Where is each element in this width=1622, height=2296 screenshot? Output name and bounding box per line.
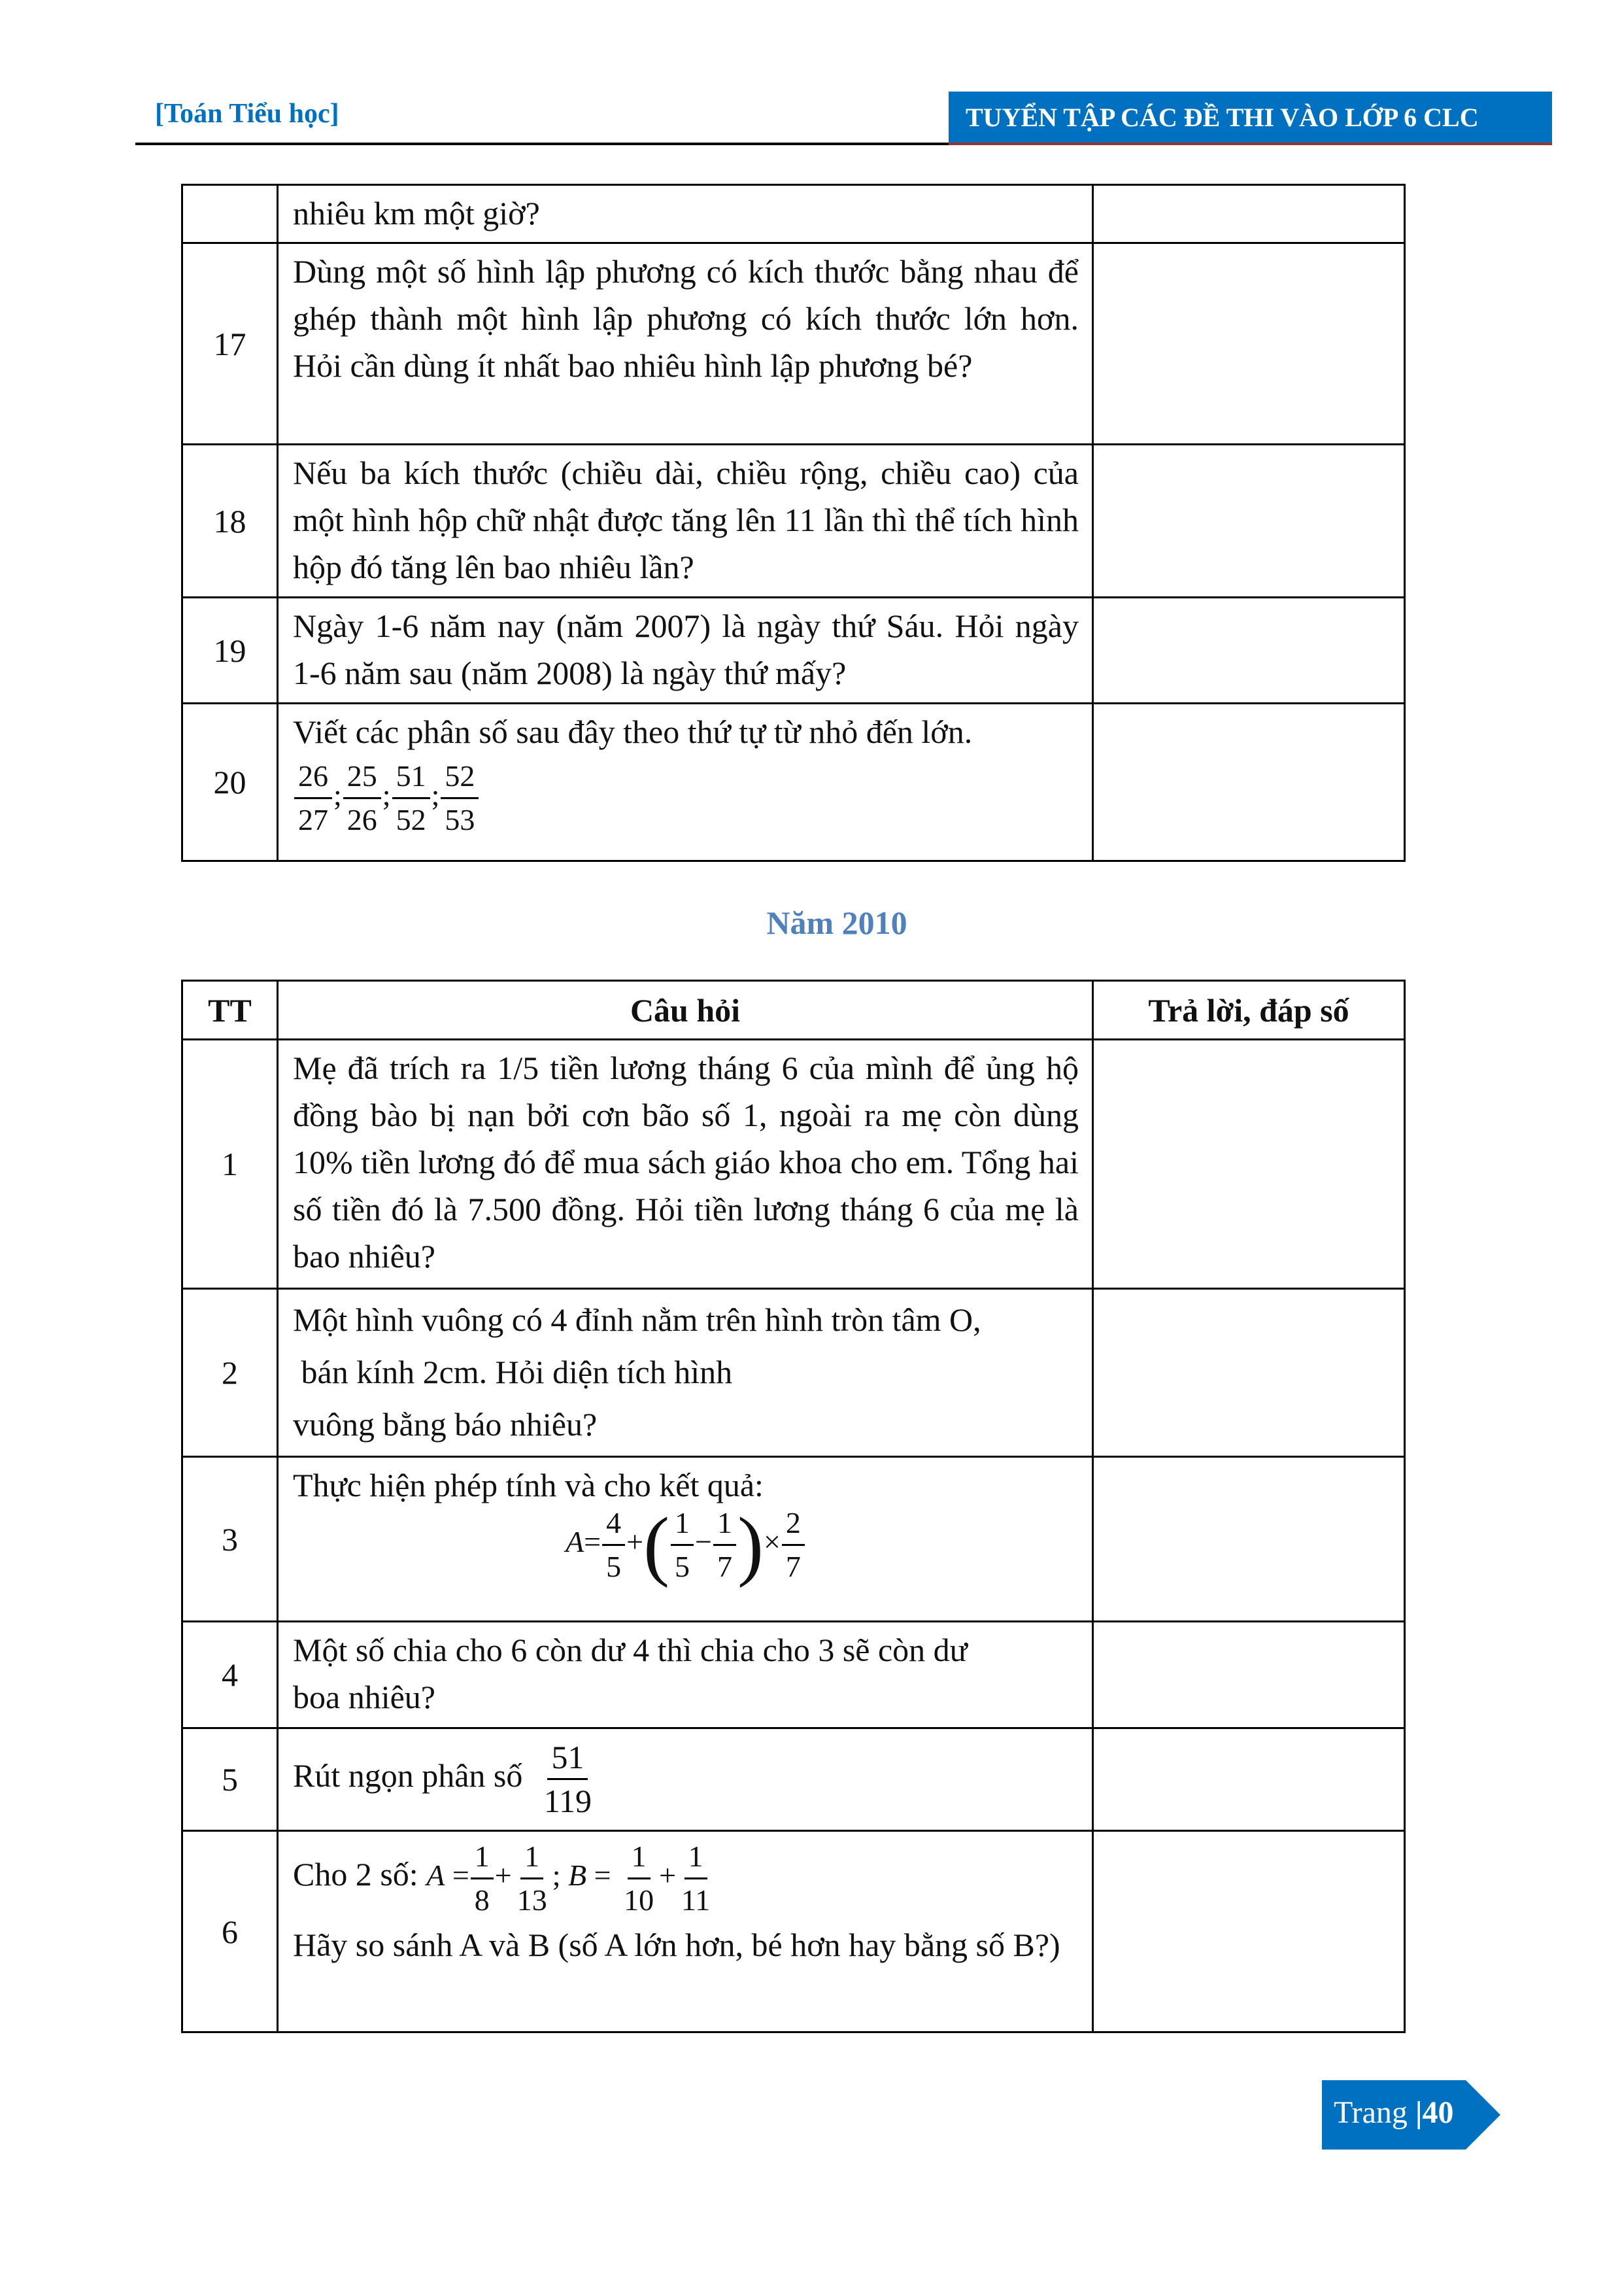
table-row [182, 1831, 1405, 2032]
column-header-number: TT [182, 981, 278, 1040]
question-text: Ngày 1-6 năm nay (năm 2007) là ngày thứ Sáu. Hỏi ngày 1-6 năm sau (năm 2008) là ngày thứ mấy? [278, 598, 1093, 704]
question-line: bán kính 2cm. Hỏi diện tích hình [293, 1354, 733, 1390]
row-number: 4 [182, 1622, 278, 1728]
question-text: Rút ngọn phân số [293, 1756, 523, 1794]
fraction-list: $\frac{26}{27}$ ; $\frac{25}{26}$ ; $\frac{51}{52}$ ; $\frac{52}{53}$ [293, 755, 1079, 841]
questions-table-2010 [181, 980, 1406, 2033]
answer-cell [1093, 1831, 1405, 2032]
row-number: 2 [182, 1289, 278, 1457]
column-header-answer: Trả lời, đáp số [1093, 981, 1405, 1040]
header-title: TUYỂN TẬP CÁC ĐỀ THI VÀO LỚP 6 CLC [949, 92, 1552, 143]
page-number-tag [1322, 2080, 1500, 2150]
answer-cell [1093, 598, 1405, 704]
fraction: $\frac{52}{53}$ [441, 755, 479, 841]
question-text: Hãy so sánh A và B (số A lớn hơn, bé hơn hay bằng số B?) [293, 1927, 1060, 1963]
row-number: 5 [182, 1728, 278, 1831]
table-row [182, 1622, 1405, 1728]
question-cell [278, 1831, 1093, 2032]
section-title: Năm 2010 [766, 904, 907, 941]
question-cell [278, 704, 1093, 861]
table-row [182, 243, 1405, 445]
question-text: Mẹ đã trích ra 1/5 tiền lương tháng 6 của mình để ủng hộ đồng bào bị nạn bởi cơn bão số 1, ngoài ra mẹ còn dùng 10% tiền lương đó để mua sách giáo khoa cho em. Tổng hai số tiền đó là 7.500 đồng. Hỏi tiền lương tháng 6 của mẹ là bao nhiêu? [278, 1040, 1093, 1289]
question-text: Viết các phân số sau đây theo thứ tự từ nhỏ đến lớn. [293, 713, 973, 750]
question-line: boa nhiêu? [293, 1679, 435, 1715]
question-line: vuông bằng báo nhiêu? [293, 1406, 598, 1443]
row-number: 20 [182, 704, 278, 861]
answer-cell [1093, 1289, 1405, 1457]
row-number: 1 [182, 1040, 278, 1289]
question-text: Thực hiện phép tính và cho kết quả: [293, 1467, 764, 1503]
fraction: $\frac{51}{119}$ [540, 1736, 596, 1822]
row-number: 17 [182, 243, 278, 445]
question-cell [278, 1457, 1093, 1622]
answer-cell [1093, 445, 1405, 598]
questions-table-2007 [181, 184, 1406, 862]
question-cell [278, 1728, 1093, 1831]
fraction: $\frac{26}{27}$ [294, 755, 332, 841]
table-row [182, 1457, 1405, 1622]
formula: A= $\frac{4}{5}$ +( $\frac{1}{5}$ − $\frac{1}{7}$ )× $\frac{2}{7}$ [293, 1502, 1079, 1588]
fraction: $\frac{25}{26}$ [343, 755, 381, 841]
answer-cell [1093, 704, 1405, 861]
header-divider [135, 143, 949, 145]
table-row [182, 1040, 1405, 1289]
table-row [182, 704, 1405, 861]
fraction: $\frac{51}{52}$ [392, 755, 430, 841]
question-line: Một hình vuông có 4 đỉnh nằm trên hình tròn tâm O, [293, 1301, 981, 1338]
table-row [182, 1289, 1405, 1457]
question-line: Một số chia cho 6 còn dư 4 thì chia cho 3 sẽ còn dư [293, 1632, 968, 1668]
answer-cell [1093, 185, 1405, 243]
answer-cell [1093, 1040, 1405, 1289]
table-header-row [182, 981, 1405, 1040]
question-text: Nếu ba kích thước (chiều dài, chiều rộng, chiều cao) của một hình hộp chữ nhật được tăng lên 11 lần thì thể tích hình hộp đó tăng lên bao nhiêu lần? [278, 445, 1093, 598]
row-number: 6 [182, 1831, 278, 2032]
table-row [182, 185, 1405, 243]
question-cell [278, 1622, 1093, 1728]
table-row [182, 1728, 1405, 1831]
row-number: 3 [182, 1457, 278, 1622]
row-number [182, 185, 278, 243]
answer-cell [1093, 1622, 1405, 1728]
row-number: 19 [182, 598, 278, 704]
answer-cell [1093, 1728, 1405, 1831]
question-text: Dùng một số hình lập phương có kích thước bằng nhau để ghép thành một hình lập phương có kích thước lớn hơn. Hỏi cần dùng ít nhất bao nhiêu hình lập phương bé? [278, 243, 1093, 445]
row-number: 18 [182, 445, 278, 598]
page-number: Trang |40 [1334, 2095, 1454, 2130]
column-header-question: Câu hỏi [278, 981, 1093, 1040]
question-text: nhiêu km một giờ? [278, 185, 1093, 243]
header-subject: [Toán Tiểu học] [155, 99, 339, 129]
numbers-definition: Cho 2 số: A = $\frac{1}{8}$ + $\frac{1}{13}$ ; B = $\frac{1}{10}$ + $\frac{1}{11}$ [293, 1836, 1079, 1921]
answer-cell [1093, 1457, 1405, 1622]
table-row [182, 445, 1405, 598]
answer-cell [1093, 243, 1405, 445]
table-row [182, 598, 1405, 704]
question-cell [278, 1289, 1093, 1457]
header-divider-accent [949, 143, 1552, 145]
